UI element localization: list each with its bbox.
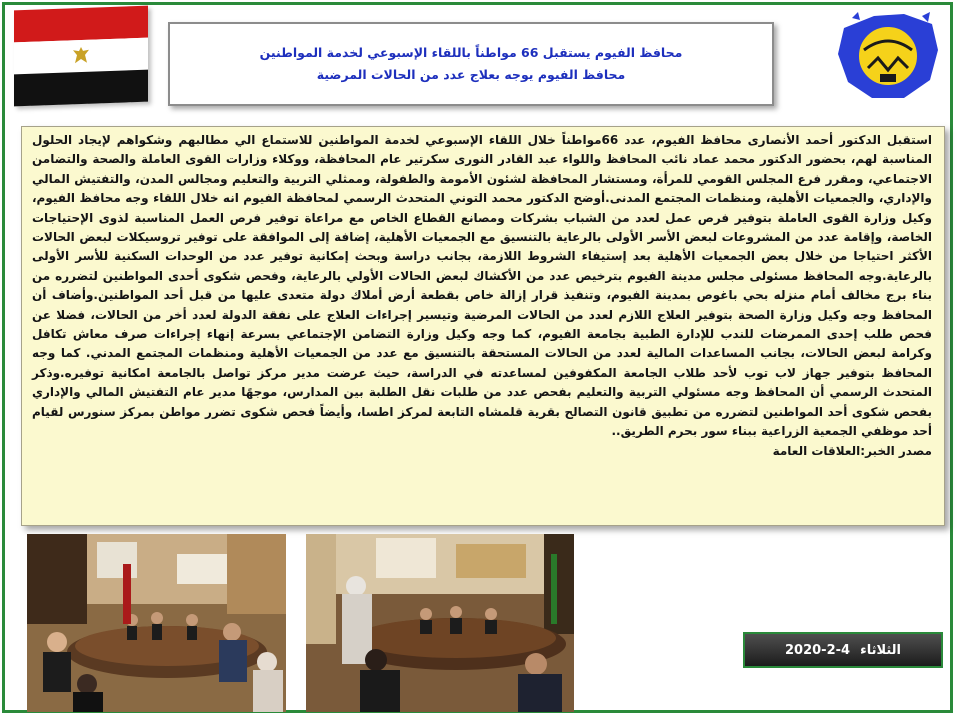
meeting-photo-1-image (27, 534, 286, 712)
headline-secondary: محافظ الفيوم يوجه بعلاج عدد من الحالات المرضية (316, 67, 626, 82)
date-tag (743, 632, 943, 668)
headline-box (168, 22, 774, 106)
meeting-photo-2 (306, 534, 574, 712)
date-value: 2020-2-4 (785, 642, 851, 658)
meeting-photo-2-image (306, 534, 574, 712)
article-source: مصدر الخبر:العلاقات العامة (772, 443, 932, 458)
fayoum-governorate-logo (834, 10, 942, 102)
meeting-photo-1 (27, 534, 286, 712)
article-text: استقبل الدكتور أحمد الأنصارى محافظ الفيوم، عدد 66مواطناً خلال اللقاء الإسبوعي لخدمة المواطنين للاستماع الي مطالبهم وشكواهم لإيجاد الحلول المناسبة لهم، بحضور الدكتور محمد عماد نائب المحافظ واللواء عبد القادر النورى سكرتير عام المحافظة، ووكلاء وزارات القوى العاملة والصحة والتضامن الاجتماعي، ومقرر فرع المجلس القومي للمرأة، ومستشار المحافظة لشئون الأمومة والطفولة، وممثلي التربية والتعليم ومجالس المدن، والتفتيش المالي والإداري، والجمعيات الأهلية، ومنظمات المجتمع المدنى.أوضح الدكتور محمد التوني المتحدث الرسمي لمحافظة الفيوم انه خلال اللقاء وجه محافظ الفيوم، وكيل وزارة القوى العاملة بتوفير فرص عمل لعدد من الشباب بشركات ومصانع القطاع الخاص مع مراعاة توفير فرص العمل المناسبة لذوى الإحتياجات الخاصة، وإقامة عدد من المشروعات لبعض الأسر الأولى بالرعاية بالتنسيق مع الجمعيات الأهلية، إضافة إلى الموافقة على توفير تروسيكلات لبعض الحالات الأكثر احتياجا من خلال بعض الجمعيات الأهلية بعد إستيفاء الشروط اللازمة، بجانب دراسة وبحث إمكانية توفير عدد من الوحدات السكنية للأسر الأولى بالرعاية.وجه المحافظ مسئولى مجلس مدينة الفيوم بترخيص عدد من الأكشاك لبعض الحالات الأولي بالرعاية، وفحص شكوى أحدى المواطنين لتضرره من بناء برج مخالف أمام منزله بحي باغوص بمدينة الفيوم، وتنفيذ قرار إزالة خاص بقطعة أرض أملاك دولة متعدى عليها من قبل أحد المواطنين.وأضاف أن المحافظ وجه وكيل وزارة الصحة بتوفير العلاج اللازم لعدد من الحالات المرضية وتيسير إجراءات العلاج على نفقة الدولة لعدد أخر من الحالات، فضلا عن فحص طلب إحدى الممرضات للندب للإدارة الطبية بجامعة الفيوم، كما وجه وكيل وزارة التضامن الإجتماعي بسرعة إنهاء إجراءات صرف معاش تكافل وكرامة لبعض الحالات، بجانب المساعدات المالية لعدد من الحالات المستحقة بالتنسيق مع عدد من الجمعيات الأهلية ومنظمات المجتمع المدني. كما وجه المحافظ بتوفير جهاز لاب توب لأحد طلاب الجامعة المكفوفين لمساعدته في الدراسة، حيث عرضت مدير مركز تواصل بالجامعة امكانية توفيره.وذكر المتحدث الرسمي أن المحافظ وجه مسئولي التربية والتعليم بفحص عدد من طلبات نقل الطلبة بين المدارس، موجهًا مدير عام التفتيش المالي والإداري بفحص شكوى أحد المواطنين لتضرره من تطبيق قانون التصالح بقرية قلمشاه التابعة لمركز اطسا، وأيضاً فحص شكوى تضرر مواطن بمركز سنورس لقيام أحد موظفي الجمعية الزراعية ببناء سور بحرم الطريق.. (32, 133, 932, 439)
eagle-icon (70, 45, 92, 68)
article-body (21, 126, 945, 526)
headline-primary: محافظ الفيوم يستقبل 66 مواطناً باللقاء الإسبوعي لخدمة المواطنين (259, 45, 683, 60)
date-day: الثلاثاء (860, 642, 902, 658)
egypt-flag (14, 6, 148, 107)
